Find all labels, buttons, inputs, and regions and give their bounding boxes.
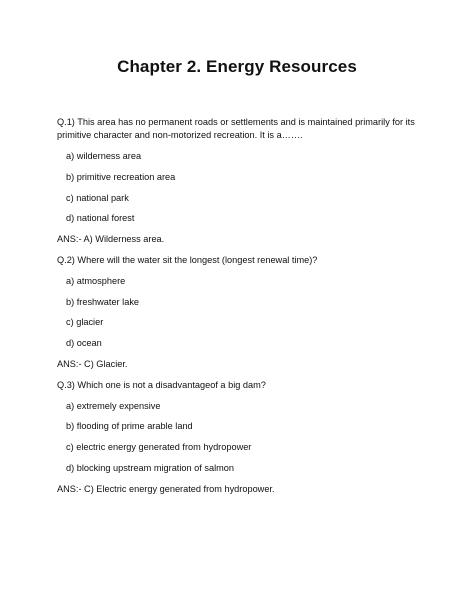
question-2-text: Q.2) Where will the water sit the longest (longest renewal time)?: [57, 255, 318, 265]
question-1-option-b: b) primitive recreation area: [66, 172, 176, 182]
question-2-answer: ANS:- C) Glacier.: [57, 359, 128, 369]
question-1-option-a: a) wilderness area: [66, 151, 142, 161]
question-1-option-d: d) national forest: [66, 213, 135, 223]
question-3-option-c: c) electric energy generated from hydropower: [66, 442, 252, 452]
question-1-text-line-1: Q.1) This area has no permanent roads or settlements and is maintained primarily for its: [57, 117, 415, 127]
question-3-answer: ANS:- C) Electric energy generated from hydropower.: [57, 484, 275, 494]
question-3-option-d: d) blocking upstream migration of salmon: [66, 463, 235, 473]
page-title: Chapter 2. Energy Resources: [117, 57, 357, 76]
question-2-option-c: c) glacier: [66, 317, 104, 327]
question-3-option-b: b) flooding of prime arable land: [66, 421, 193, 431]
question-3-option-a: a) extremely expensive: [66, 401, 161, 411]
question-2-option-b: b) freshwater lake: [66, 297, 140, 307]
question-3-text: Q.3) Which one is not a disadvantageof a big dam?: [57, 380, 266, 390]
question-1-answer: ANS:- A) Wilderness area.: [57, 234, 165, 244]
question-1-text-line-2: primitive character and non-motorized recreation. It is a…….: [57, 130, 303, 140]
question-2-option-a: a) atmosphere: [66, 276, 126, 286]
question-1-option-c: c) national park: [66, 193, 129, 203]
question-2-option-d: d) ocean: [66, 338, 102, 348]
